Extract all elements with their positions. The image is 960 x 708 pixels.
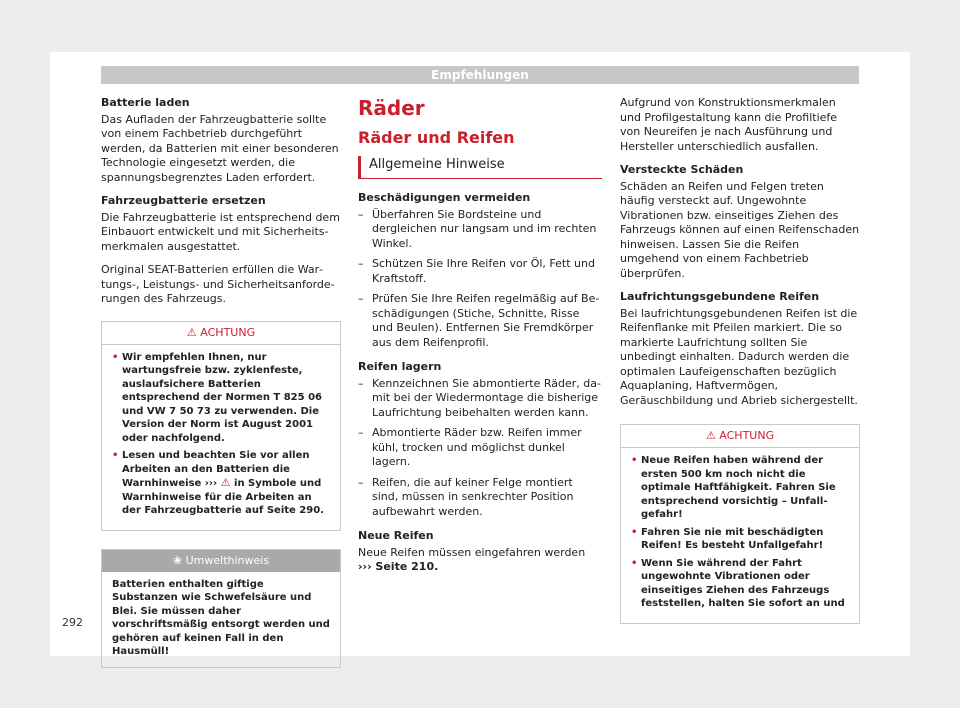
column-right (620, 96, 860, 624)
section-title: Fahrzeugbatterie ersetzen (101, 194, 266, 207)
warning-icon: ⚠ (220, 476, 231, 489)
warning-item: • Wir empfehlen Ihnen, nur wartungsfreie bzw. zyklenfeste, auslaufsichere Batterien entsprechend der Normen T 825 06 und VW 7 50 73 zu verwenden. Die Version der Norm ist August 2001 oder nachfolgend. (112, 351, 330, 446)
column-left (101, 96, 341, 668)
paragraph: Aufgrund von Konstruktionsmerkmalen und Profilgestaltung kann die Profiltiefe von Neureifen je nach Ausführung und Hersteller unterschiedlich ausfallen. (620, 96, 838, 153)
paragraph: Die Fahrzeugbatterie ist entsprechend dem Einbauort entwickelt und mit Sicherheitsmerkmalen ausgestattet. (101, 210, 340, 253)
warning-item: • Lesen und beachten Sie vor allen Arbeiten an den Batterien die Warnhinweise ››› ⚠ in Symbole und Warnhinweise für die Arbeiten an der Fahrzeugbatterie auf Seite 290. (112, 449, 330, 518)
section-title: Batterie laden (101, 96, 190, 109)
chapter-title: Räder (358, 96, 425, 120)
page-number: 292 (62, 616, 83, 629)
warning-item: • Fahren Sie nie mit beschädigten Reifen! Es besteht Unfallgefahr! (631, 526, 849, 553)
warning-item: • Neue Reifen haben während der ersten 500 km noch nicht die optimale Haftfähigkeit. Fahren Sie entsprechend vorsichtig – Unfallgefahr! (631, 454, 849, 522)
warning-item: • Wenn Sie während der Fahrt ungewohnte Vibrationen oder einseitiges Ziehen des Fahrzeugs feststellen, halten Sie sofort an und (631, 557, 849, 611)
column-middle (358, 96, 602, 584)
list-item: – Schützen Sie Ihre Reifen vor Öl, Fett und Kraftstoff. (358, 257, 602, 286)
list-item: – Abmontierte Räder bzw. Reifen immer kühl, trocken und möglichst dunkel lagern. (358, 426, 602, 470)
leaf-icon: ❀ (172, 553, 183, 567)
section-title: Neue Reifen (358, 529, 434, 542)
warning-box (101, 321, 341, 531)
paragraph: Original SEAT-Batterien erfüllen die Wartungs-, Leistungs- und Sicherheitsanforderungen des Fahrzeugs. (101, 263, 335, 305)
warning-box-title: ⚠ ACHTUNG (102, 322, 340, 345)
subsection-heading: Allgemeine Hinweise (358, 156, 602, 179)
paragraph: Neue Reifen müssen eingefahren werden ››› Seite 210. (358, 545, 586, 573)
list-item: – Prüfen Sie Ihre Reifen regelmäßig auf Beschädigungen (Stiche, Schnitte, Risse und Beulen). Entfernen Sie Fremdkörper aus dem Reifenprofil. (358, 292, 602, 350)
warning-icon: ⚠ (705, 429, 716, 442)
warning-box-body (621, 448, 859, 623)
page-reference-link[interactable]: ››› Seite 210. (358, 560, 439, 573)
paragraph: Das Aufladen der Fahrzeugbatterie sollte von einem Fachbetrieb durchgeführt werden, da Batterien mit einer besonderen Technologie eingesetzt werden, die spannungsbegrenztes Laden erfordert. (101, 112, 339, 184)
section-title: Beschädigungen vermeiden (358, 191, 531, 204)
environment-box-body: Batterien enthalten giftige Substanzen wie Schwefelsäure und Blei. Sie müssen daher vorschriftsmäßig entsorgt werden und gehören auf keinen Fall in den Hausmüll! (112, 578, 330, 657)
warning-icon: ⚠ (186, 325, 197, 339)
warning-box-body (102, 345, 340, 530)
list-item: – Kennzeichnen Sie abmontierte Räder, damit bei der Wiedermontage die bisherige Laufrichtung beibehalten werden kann. (358, 377, 602, 421)
page-header: Empfehlungen (101, 66, 859, 84)
section-heading: Räder und Reifen (358, 128, 515, 147)
warning-box (620, 424, 860, 624)
warning-box-title: ⚠ ACHTUNG (621, 425, 859, 448)
section-title: Reifen lagern (358, 360, 442, 373)
list-item: – Reifen, die auf keiner Felge montiert sind, müssen in senkrechter Position aufbewahrt werden. (358, 476, 602, 520)
list-item: – Überfahren Sie Bordsteine und dergleichen nur langsam und im rechten Winkel. (358, 208, 602, 252)
environment-box-title: ❀ Umwelthinweis (102, 550, 340, 572)
environment-box (101, 549, 341, 668)
section-title: Versteckte Schäden (620, 163, 744, 176)
paragraph: Bei laufrichtungsgebundenen Reifen ist die Reifenflanke mit Pfeilen markiert. Die so markierte Laufrichtung sollten Sie unbedingt einhalten. Dadurch werden die optimalen Laufeigenschaften bezüglich Aquaplaning, Haftvermögen, Geräuschbildung und Abrieb sichergestellt. (620, 306, 858, 407)
paragraph: Schäden an Reifen und Felgen treten häufig versteckt auf. Ungewohnte Vibrationen bzw. einseitiges Ziehen des Fahrzeugs können auf einen Reifenschaden hinweisen. Lassen Sie die Reifen umgehend von einem Fachbetrieb überprüfen. (620, 179, 860, 280)
section-title: Laufrichtungsgebundene Reifen (620, 290, 820, 303)
